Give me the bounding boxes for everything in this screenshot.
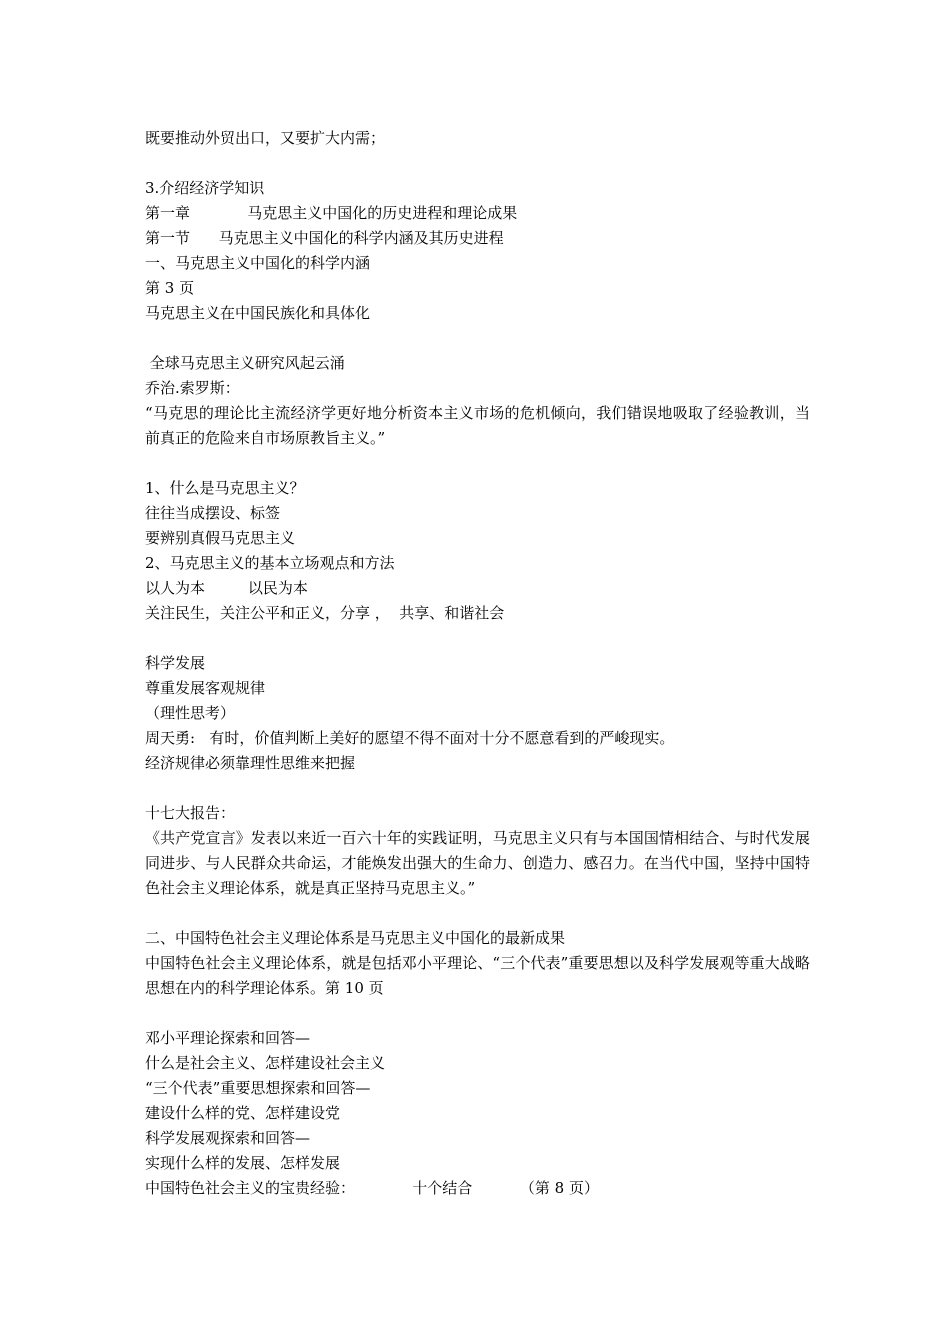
blank-line	[145, 1001, 810, 1026]
text-line: 十七大报告：	[145, 804, 236, 822]
quote-paragraph: “马克思的理论比主流经济学更好地分析资本主义市场的危机倾向，我们错误地吸取了经验教训，当前真正的危险来自市场原教旨主义。”	[145, 404, 810, 447]
text-line: 马克思主义在中国民族化和具体化	[145, 304, 371, 322]
subsection-heading: 二、中国特色社会主义理论体系是马克思主义中国化的最新成果	[145, 929, 566, 947]
text-line: 科学发展	[145, 654, 206, 672]
text-line: 建设什么样的党、怎样建设党	[145, 1104, 341, 1122]
text-line: 乔治.索罗斯：	[145, 379, 240, 397]
section-heading: 第一节 马克思主义中国化的科学内涵及其历史进程	[145, 229, 504, 247]
text-line: 往往当成摆设、标签	[145, 504, 281, 522]
text-line: 要辨别真假马克思主义	[145, 529, 296, 547]
document-page	[145, 126, 810, 1201]
blank-line	[145, 901, 810, 926]
subsection-heading: 一、马克思主义中国化的科学内涵	[145, 254, 371, 272]
text-line: 既要推动外贸出口，又要扩大内需；	[145, 129, 386, 147]
text-line: （理性思考）	[145, 704, 236, 722]
text-line: 什么是社会主义、怎样建设社会主义	[145, 1054, 386, 1072]
text-line: 中国特色社会主义的宝贵经验： 十个结合 （第 8 页）	[145, 1179, 599, 1197]
text-line: 科学发展观探索和回答—	[145, 1129, 311, 1147]
chapter-heading: 第一章 马克思主义中国化的历史进程和理论成果	[145, 204, 518, 222]
text-line: 尊重发展客观规律	[145, 679, 266, 697]
blank-line	[145, 626, 810, 651]
text-line: 经济规律必须靠理性思维来把握	[145, 754, 356, 772]
text-line: 全球马克思主义研究风起云涌	[145, 354, 345, 372]
text-line: “三个代表”重要思想探索和回答—	[145, 1079, 371, 1097]
text-line: 2、马克思主义的基本立场观点和方法	[145, 554, 395, 572]
text-line: 邓小平理论探索和回答—	[145, 1029, 311, 1047]
quote-paragraph: 《共产党宣言》发表以来近一百六十年的实践证明，马克思主义只有与本国国情相结合、与时代发展同进步、与人民群众共命运，才能焕发出强大的生命力、创造力、感召力。在当代中国，坚持中国特色社会主义理论体系，就是真正坚持马克思主义。”	[145, 829, 810, 897]
blank-line	[145, 451, 810, 476]
body-paragraph: 中国特色社会主义理论体系，就是包括邓小平理论、“三个代表”重要思想以及科学发展观等重大战略思想在内的科学理论体系。第 10 页	[145, 954, 810, 997]
blank-line	[145, 326, 810, 351]
text-line: 以人为本 以民为本	[145, 579, 308, 597]
section-heading: 3.介绍经济学知识	[145, 179, 265, 197]
text-line: 关注民生，关注公平和正义，分享 ， 共享、和谐社会	[145, 604, 505, 622]
text-line: 1、什么是马克思主义？	[145, 479, 305, 497]
page-reference: 第 3 页	[145, 279, 195, 297]
blank-line	[145, 151, 810, 176]
text-line: 周天勇: 有时，价值判断上美好的愿望不得不面对十分不愿意看到的严峻现实。	[145, 729, 675, 747]
text-line: 实现什么样的发展、怎样发展	[145, 1154, 341, 1172]
blank-line	[145, 776, 810, 801]
